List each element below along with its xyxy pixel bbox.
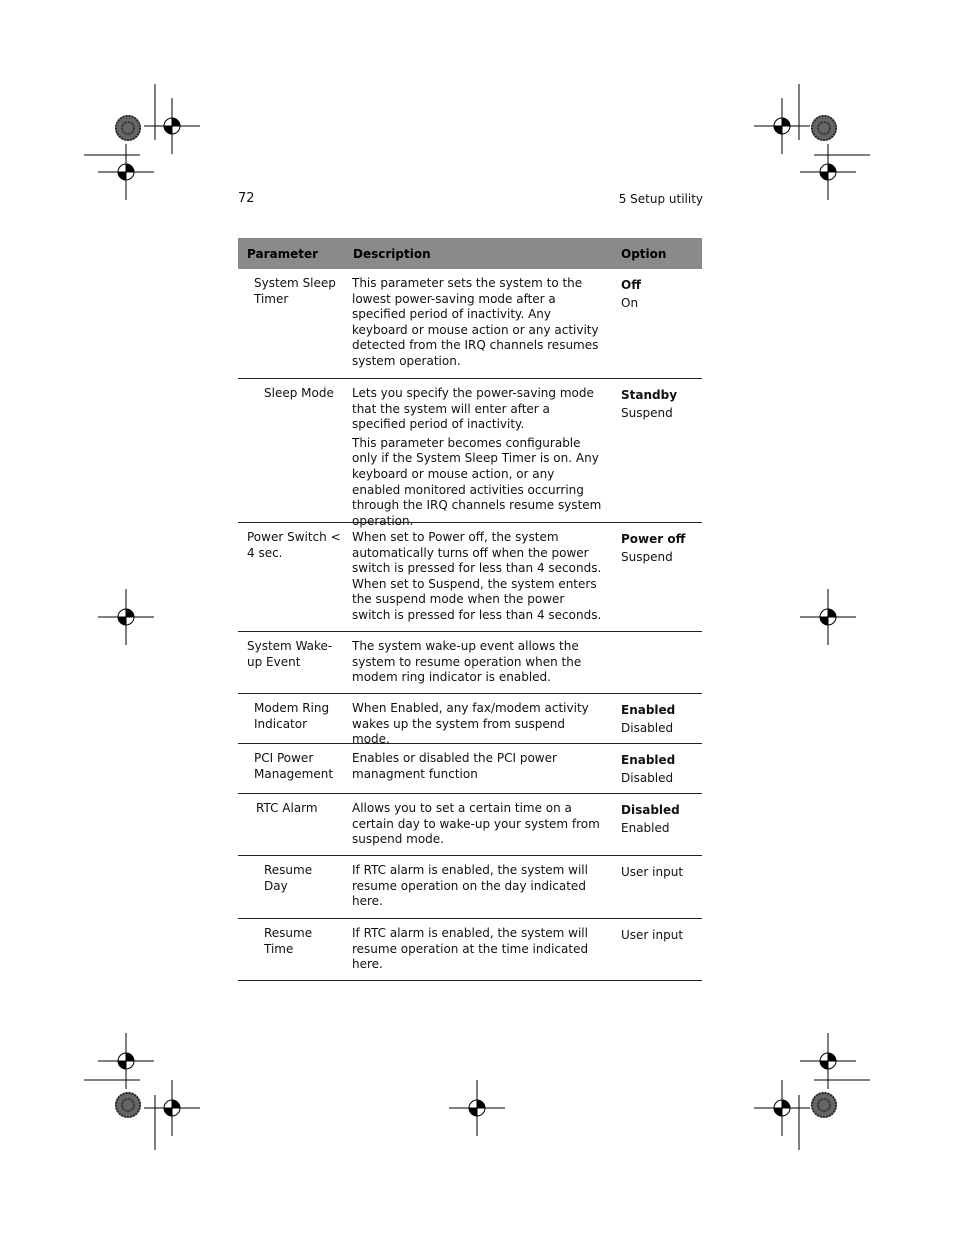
default-option: Off [621, 278, 641, 292]
parameter-options [621, 530, 705, 566]
color-target-icon [115, 1092, 141, 1118]
table-row [238, 794, 702, 856]
description-paragraph: If RTC alarm is enabled, the system will resume operation on the day indicated here. [352, 863, 588, 909]
parameter-description [352, 863, 604, 910]
registration-mark-icon [98, 589, 154, 645]
option: Suspend [621, 550, 673, 564]
table-row [238, 632, 702, 694]
parameter-description [352, 276, 604, 370]
parameter-options [621, 276, 705, 312]
registration-mark-icon [449, 1080, 505, 1136]
registration-mark-icon [800, 144, 856, 200]
parameter-description [352, 801, 604, 848]
option: User input [621, 865, 684, 879]
description-paragraph: Lets you specify the power-saving mode that the system will enter after a specified period of inactivity. [352, 386, 594, 432]
table-row [238, 856, 702, 919]
registration-mark-icon [800, 589, 856, 645]
column-header-parameter: Parameter [247, 246, 319, 261]
parameter-options [621, 863, 705, 881]
default-option: Power off [621, 532, 686, 546]
column-header-option: Option [621, 246, 667, 261]
description-paragraph: Enables or disabled the PCI power managment function [352, 751, 557, 781]
option: Disabled [621, 771, 674, 785]
option: On [621, 296, 639, 310]
parameter-description [352, 639, 604, 686]
default-option: Enabled [621, 703, 676, 717]
parameter-name: Resume Day [264, 863, 313, 893]
registration-mark-icon [98, 1033, 154, 1089]
parameter-name: PCI Power Management [254, 751, 334, 781]
parameter-description [352, 701, 604, 748]
parameter-options [621, 701, 705, 737]
parameter-name: System Sleep Timer [254, 276, 336, 306]
description-paragraph: This parameter becomes configurable only if the System Sleep Timer is on. Any keyboard or mouse action, or any enabled monitored activities occurring through the IRQ channels resume system operation. [352, 435, 602, 528]
parameter-options [621, 751, 705, 787]
parameter-description [352, 386, 604, 529]
parameter-options [621, 926, 705, 944]
color-target-icon [811, 115, 837, 141]
default-option: Disabled [621, 803, 680, 817]
registration-mark-icon [800, 1033, 856, 1089]
color-target-icon [811, 1092, 837, 1118]
parameter-name: Power Switch < 4 sec. [247, 530, 341, 560]
table-row [238, 269, 702, 379]
parameter-description [352, 530, 604, 624]
chapter-title: 5 Setup utility [618, 192, 703, 206]
parameter-name: Modem Ring Indicator [254, 701, 330, 731]
page-number: 72 [238, 191, 255, 206]
parameter-description [352, 926, 604, 973]
table-row [238, 694, 702, 747]
setup-parameter-table [238, 238, 702, 981]
description-paragraph: When set to Power off, the system automatically turns off when the power switch is pressed for less than 4 seconds. When set to Suspend, the system enters the suspend mode when the power switch is pressed for less than 4 seconds. [352, 530, 602, 622]
default-option: Standby [621, 388, 678, 402]
color-target-icon [115, 115, 141, 141]
table-row [238, 744, 702, 794]
parameter-name: Sleep Mode [264, 386, 334, 400]
option: User input [621, 928, 684, 942]
option: Suspend [621, 406, 673, 420]
description-paragraph: If RTC alarm is enabled, the system will resume operation at the time indicated here. [352, 926, 589, 972]
registration-mark-icon [754, 1080, 810, 1136]
table-row [238, 919, 702, 981]
option: Enabled [621, 821, 670, 835]
parameter-name: Resume Time [264, 926, 313, 956]
registration-mark-icon [98, 144, 154, 200]
parameter-name: System Wake-up Event [247, 639, 333, 669]
option: Disabled [621, 721, 674, 735]
registration-mark-icon [754, 98, 810, 154]
description-paragraph: Allows you to set a certain time on a certain day to wake-up your system from suspend mode. [352, 801, 600, 847]
table-row [238, 523, 702, 632]
description-paragraph: The system wake-up event allows the system to resume operation when the modem ring indicator is enabled. [352, 639, 582, 685]
parameter-description [352, 751, 604, 782]
description-paragraph: This parameter sets the system to the lowest power-saving mode after a specified period of inactivity. Any keyboard or mouse action or any activity detected from the IRQ channels resumes system operation. [352, 276, 599, 368]
registration-mark-icon [144, 1080, 200, 1136]
column-header-description: Description [353, 246, 431, 261]
default-option: Enabled [621, 753, 676, 767]
table-header [238, 238, 702, 269]
parameter-options [621, 801, 705, 837]
parameter-name: RTC Alarm [256, 801, 318, 815]
parameter-options [621, 386, 705, 422]
table-row [238, 379, 702, 528]
registration-mark-icon [144, 98, 200, 154]
description-paragraph: When Enabled, any fax/modem activity wakes up the system from suspend mode. [352, 701, 589, 747]
